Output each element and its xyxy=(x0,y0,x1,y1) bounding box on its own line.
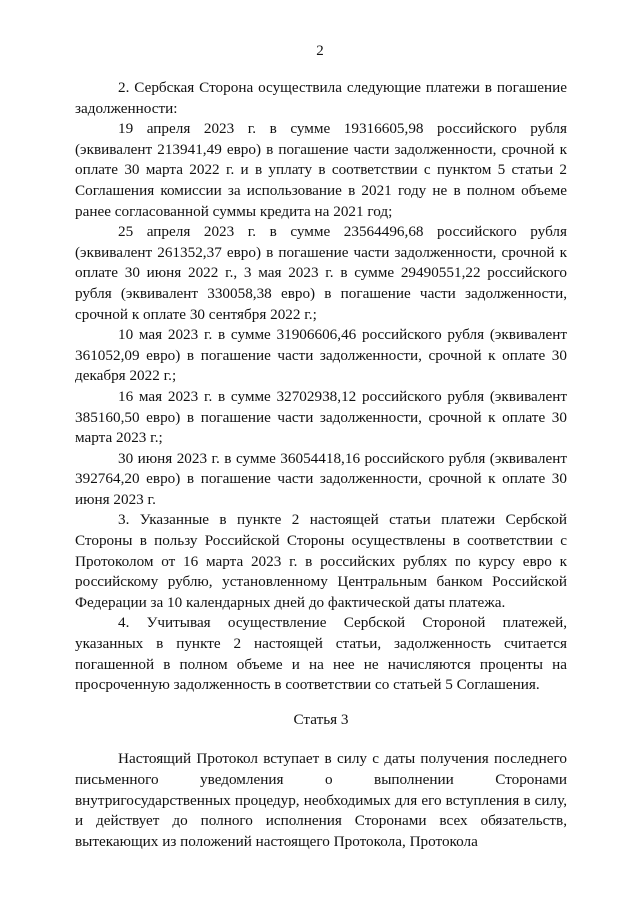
paragraph-article-3: Настоящий Протокол вступает в силу с даты получения последнего письменного уведомления о выполнении Сторонами внутригосударственных процедур, необходимых для его вступления в силу, и действует до полного исполнения Сторонами всех обязательств, вытекающих из положений настоящего Протокола, Протокола xyxy=(75,750,567,850)
paragraph-clause-3: 3. Указанные в пункте 2 настоящей статьи платежи Сербской Стороны в пользу Российской Стороны осуществлены в соответствии с Протоколом от 16 марта 2023 г. в российских рублях по курсу евро к российскому рублю, установленному Центральным банком Российской Федерации за 10 календарных дней до фактической даты платежа. xyxy=(75,511,567,611)
paragraph-payment-may-10: 10 мая 2023 г. в сумме 31906606,46 российского рубля (эквивалент 361052,09 евро) в погашение части задолженности, срочной к оплате 30 декабря 2022 г.; xyxy=(75,326,567,385)
paragraph-payments-intro: 2. Сербская Сторона осуществила следующие платежи в погашение задолженности: xyxy=(75,79,567,117)
paragraph-payment-april-25: 25 апреля 2023 г. в сумме 23564496,68 российского рубля (эквивалент 261352,37 евро) в погашение части задолженности, срочной к оплате 30 июня 2022 г., 3 мая 2023 г. в сумме 29490551,22 российского рубля (эквивалент 330058,38 евро) в погашение части задолженности, срочной к оплате 30 сентября 2022 г.; xyxy=(75,223,567,323)
article-heading: Статья 3 xyxy=(293,710,349,728)
paragraph-clause-4: 4. Учитывая осуществление Сербской Стороной платежей, указанных в пункте 2 настоящей статьи, задолженность считается погашенной в полном объеме и на нее не начисляются проценты на просроченную задолженность в соответствии со статьей 5 Соглашения. xyxy=(75,614,567,694)
paragraph-payment-june-30: 30 июня 2023 г. в сумме 36054418,16 российского рубля (эквивалент 392764,20 евро) в погашение части задолженности, срочной к оплате 30 июня 2023 г. xyxy=(75,449,567,508)
paragraph-payment-may-16: 16 мая 2023 г. в сумме 32702938,12 российского рубля (эквивалент 385160,50 евро) в погашение части задолженности, срочной к оплате 30 марта 2023 г.; xyxy=(75,387,567,447)
paragraph-payment-april-19: 19 апреля 2023 г. в сумме 19316605,98 российского рубля (эквивалент 213941,49 евро) в погашение части задолженности, срочной к оплате 30 марта 2022 г. и в уплату в соответствии с пунктом 5 статьи 2 Соглашения комиссии за использование в 2021 году не в полном объеме ранее согласованной суммы кредита на 2021 год; xyxy=(75,120,567,220)
document-body xyxy=(75,78,567,852)
page-number: 2 xyxy=(316,43,324,59)
